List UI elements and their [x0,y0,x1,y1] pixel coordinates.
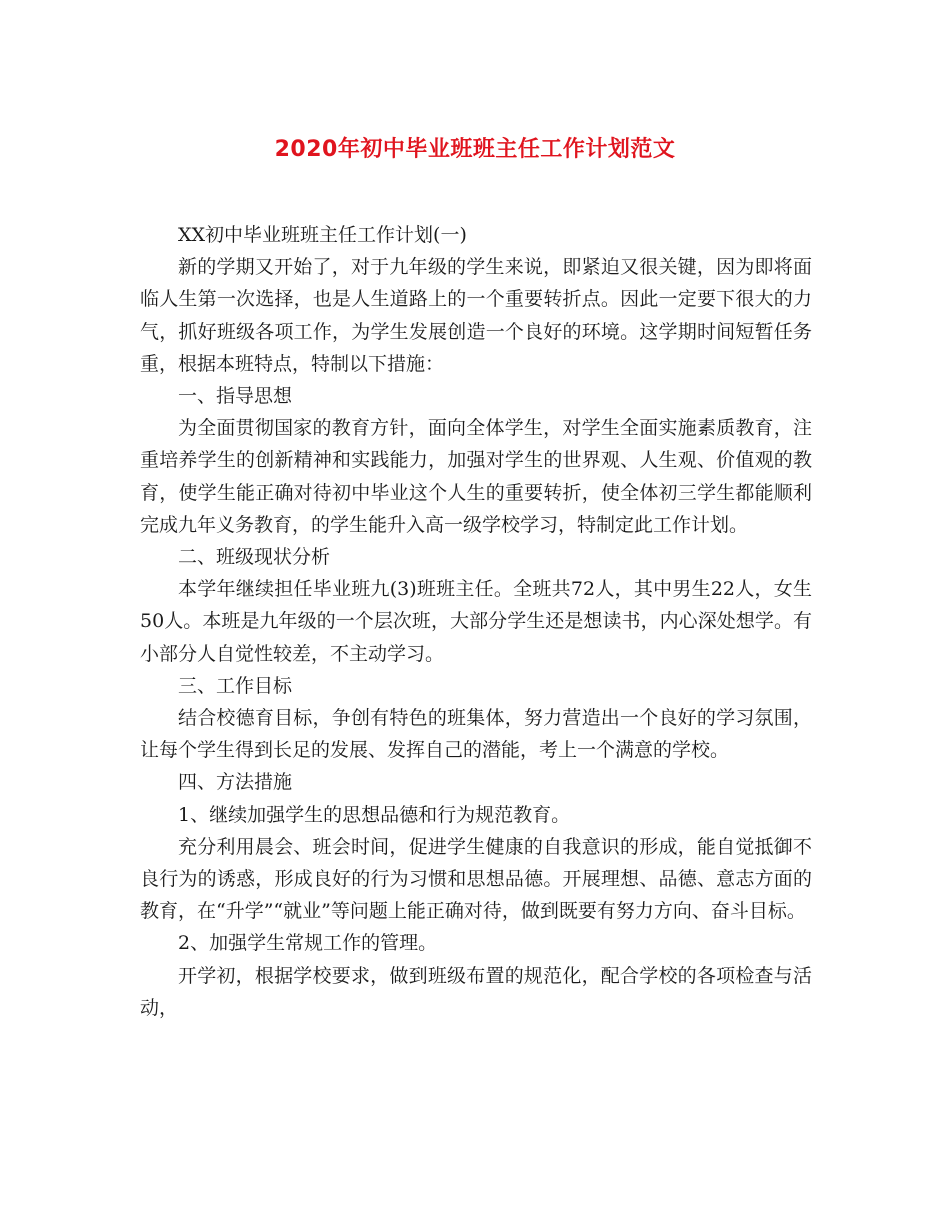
method-item-1-heading: 1、继续加强学生的思想品德和行为规范教育。 [178,803,571,826]
method-item-2-paragraph: 开学初，根据学校要求，做到班级布置的规范化，配合学校的各项检查与活动， [140,964,812,1019]
document-title: 2020年初中毕业班班主任工作计划范文 [274,137,676,162]
section-heading-class-analysis: 二、班级现状分析 [178,546,331,569]
section-heading-methods: 四、方法措施 [178,771,293,794]
intro-paragraph: 新的学期又开始了，对于九年级的学生来说，即紧迫又很关键，因为即将面临人生第一次选择，也是人生道路上的一个重要转折点。因此一定要下很大的力气，抓好班级各项工作，为学生发展创造一个良好的环境。这学期时间短暂任务重，根据本班特点，特制以下措施： [140,256,812,375]
work-goals-paragraph: 结合校德育目标，争创有特色的班集体，努力营造出一个良好的学习氛围，让每个学生得到长足的发展、发挥自己的潜能，考上一个满意的学校。 [140,707,812,762]
plan-subtitle: XX初中毕业班班主任工作计划(一) [178,224,467,246]
class-analysis-paragraph: 本学年继续担任毕业班九(3)班班主任。全班共72人，其中男生22人，女生50人。本班是九年级的一个层次班，大部分学生还是想读书，内心深处想学。有小部分人自觉性较差，不主动学习。 [140,578,812,665]
method-item-2-heading: 2、加强学生常规工作的管理。 [178,932,438,955]
guiding-ideology-paragraph: 为全面贯彻国家的教育方针，面向全体学生，对学生全面实施素质教育，注重培养学生的创新精神和实践能力，加强对学生的世界观、人生观、价值观的教育，使学生能正确对待初中毕业这个人生的重要转折，使全体初三学生都能顺利完成九年义务教育，的学生能升入高一级学校学习，特制定此工作计划。 [140,417,812,536]
section-heading-work-goals: 三、工作目标 [178,674,293,697]
section-heading-guiding-ideology: 一、指导思想 [178,385,293,408]
method-item-1-paragraph: 充分利用晨会、班会时间，促进学生健康的自我意识的形成，能自觉抵御不良行为的诱惑，形成良好的行为习惯和思想品德。开展理想、品德、意志方面的教育，在“升学”“就业”等问题上能正确对待，做到既要有努力方向、奋斗目标。 [140,835,812,923]
document-body [140,219,812,1024]
